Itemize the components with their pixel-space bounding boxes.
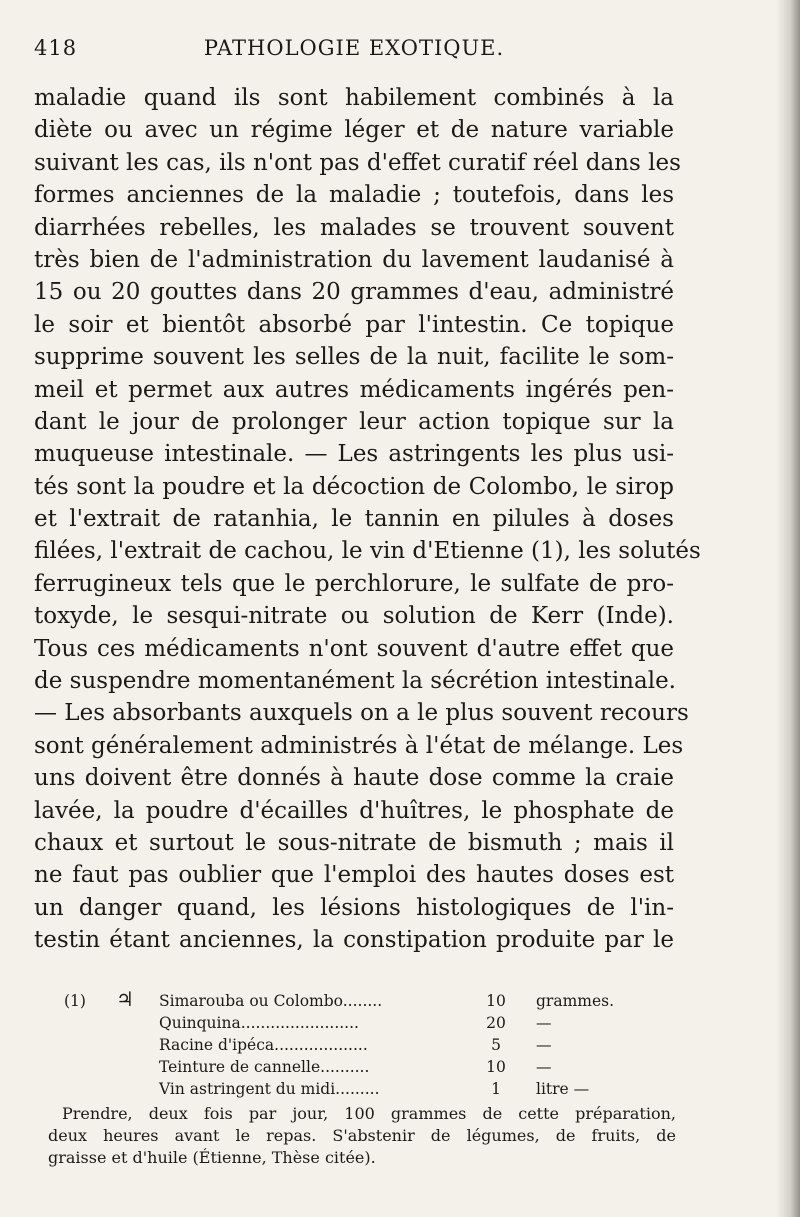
body-text [34,82,701,957]
body-line: meil et permet aux autres médicaments ingérés pen- [34,376,674,403]
ingredient-qty: 10 [486,1058,506,1076]
body-line: tés sont la poudre et la décoction de Colombo, le sirop [34,473,674,500]
body-line: diète ou avec un régime léger et de nature variable [34,117,674,144]
prescription-symbol: ♃ [116,987,134,1011]
body-line: un danger quand, les lésions histologiques de l'in- [34,894,674,921]
recipe-row [64,1056,676,1078]
body-line: supprime souvent les selles de la nuit, facilite le som- [34,344,674,371]
body-line: suivant les cas, ils n'ont pas d'effet curatif réel dans les [34,149,681,176]
ingredient-name: Vin astringent du midi......... [159,1080,380,1098]
body-line: de suspendre momentanément la sécrétion intestinale. [34,668,676,695]
body-line: sont généralement administrés à l'état de mélange. Les [34,732,684,759]
recipe-row [64,1034,676,1056]
body-line: maladie quand ils sont habilement combinés à la [34,85,674,111]
ingredient-qty: 1 [491,1080,501,1098]
ingredient-unit: — [536,1058,552,1076]
body-line: diarrhées rebelles, les malades se trouvent souvent [34,214,674,241]
ingredient-unit: — [536,1036,552,1054]
body-line: ferrugineux tels que le perchlorure, le sulfate de pro- [34,570,674,597]
footnote-instructions [48,1103,676,1169]
body-line: chaux et surtout le sous-nitrate de bismuth ; mais il [34,829,674,856]
body-line: Tous ces médicaments n'ont souvent d'autre effet que [34,635,674,662]
footnote-line: Prendre, deux fois par jour, 100 grammes de cette préparation, [62,1104,676,1123]
ingredient-unit: litre — [536,1080,590,1098]
footnote-recipe [64,987,676,1100]
footnote-line: deux heures avant le repas. S'abstenir de légumes, de fruits, de [48,1126,676,1145]
ingredient-qty: 20 [486,1014,506,1032]
recipe-row [64,1012,676,1034]
body-line: 15 ou 20 gouttes dans 20 grammes d'eau, administré [34,279,674,306]
body-line: dant le jour de prolonger leur action topique sur la [34,408,674,435]
ingredient-name: Quinquina........................ [159,1014,359,1032]
recipe-row [64,1078,676,1100]
page-header [34,36,674,70]
ingredient-qty: 10 [486,992,506,1010]
body-line: muqueuse intestinale. — Les astringents les plus usi- [34,441,674,468]
ingredient-name: Teinture de cannelle.......... [159,1058,370,1076]
body-line: lavée, la poudre d'écailles d'huîtres, le phosphate de [34,797,674,824]
recipe-row [64,987,676,1012]
body-line: très bien de l'administration du lavement laudanisé à [34,246,674,273]
body-line: et l'extrait de ratanhia, le tannin en pilules à doses [34,506,674,533]
body-line: — Les absorbants auxquels on a le plus souvent recours [34,700,689,727]
running-title: PATHOLOGIE EXOTIQUE. [203,36,505,60]
ingredient-name: Simarouba ou Colombo........ [159,992,383,1010]
body-line: filées, l'extrait de cachou, le vin d'Etienne (1), les solutés [34,538,701,565]
footnote-line: graisse et d'huile (Étienne, Thèse citée). [48,1148,376,1167]
body-line: testin étant anciennes, la constipation produite par le [34,927,674,954]
body-line: uns doivent être donnés à haute dose comme la craie [34,765,674,792]
page-edge-shadow [776,0,800,1217]
ingredient-unit: grammes. [536,992,615,1010]
footnote-mark: (1) [64,992,86,1010]
ingredient-name: Racine d'ipéca................... [159,1036,368,1054]
page-number: 418 [34,36,78,60]
ingredient-qty: 5 [491,1036,501,1054]
body-line: toxyde, le sesqui-nitrate ou solution de Kerr (Inde). [34,603,674,630]
ingredient-unit: — [536,1014,552,1032]
body-line: formes anciennes de la maladie ; toutefois, dans les [34,182,674,209]
body-line: le soir et bientôt absorbé par l'intestin. Ce topique [34,311,674,338]
body-line: ne faut pas oublier que l'emploi des hautes doses est [34,862,674,889]
